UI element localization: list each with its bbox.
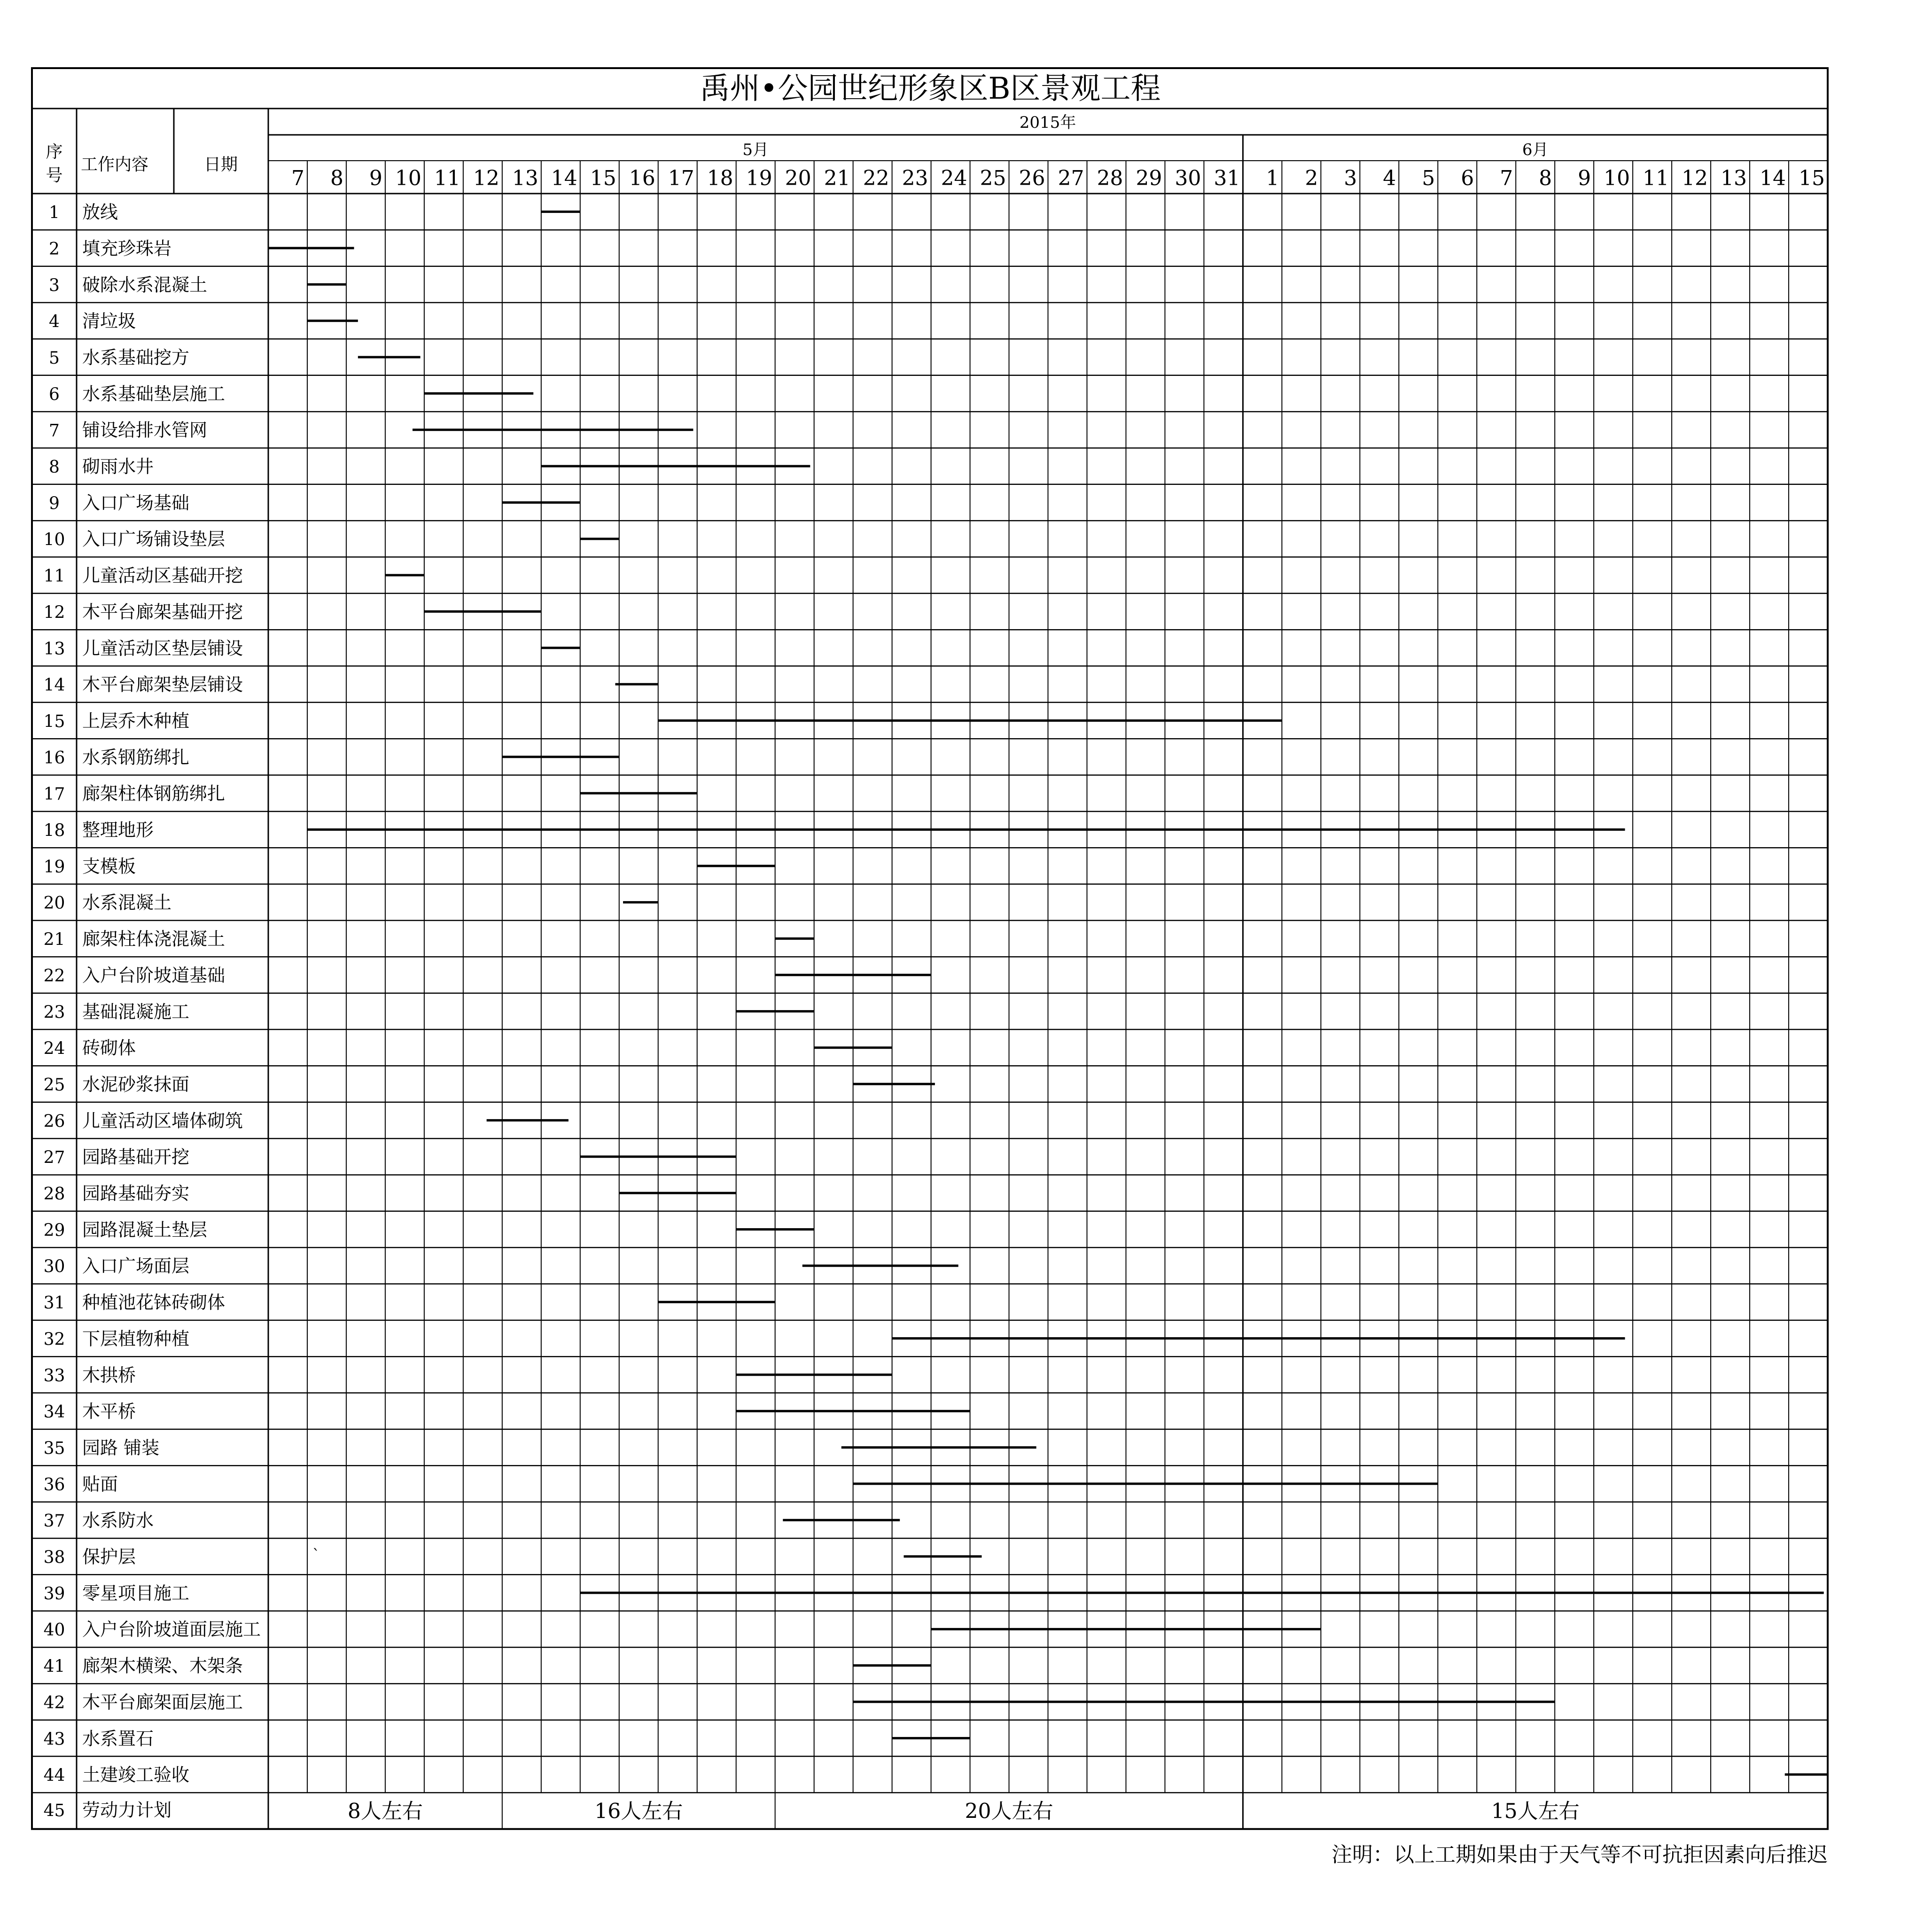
task-name: 水系钢筋绑扎 — [82, 747, 190, 768]
row-number: 4 — [49, 312, 60, 332]
row-number: 13 — [43, 639, 65, 659]
row-number: 18 — [43, 821, 65, 841]
task-name: 支模板 — [82, 856, 136, 877]
row-number: 27 — [43, 1148, 65, 1168]
row-number: 16 — [43, 748, 65, 768]
day-label: 6 — [1461, 166, 1474, 190]
day-label: 25 — [980, 166, 1006, 190]
row-number: 12 — [43, 603, 65, 623]
column-header-seq-1: 序 — [46, 142, 63, 162]
row-number: 30 — [43, 1257, 65, 1277]
row-number: 8 — [49, 458, 60, 477]
row-number: 38 — [43, 1548, 65, 1567]
row-number: 29 — [43, 1221, 65, 1240]
task-name: 廊架柱体浇混凝土 — [82, 928, 226, 950]
row-number: 40 — [43, 1621, 65, 1640]
row-number: 32 — [43, 1330, 65, 1349]
day-label: 3 — [1344, 166, 1357, 190]
row-number: 10 — [43, 530, 65, 550]
task-name: 劳动力计划 — [82, 1800, 172, 1821]
day-label: 14 — [1760, 166, 1786, 190]
day-label: 18 — [707, 166, 733, 190]
task-name: 廊架柱体钢筋绑扎 — [82, 783, 226, 804]
labor-segment-label: 8人左右 — [347, 1799, 423, 1823]
column-header-date: 日期 — [203, 155, 238, 174]
row-number: 6 — [49, 385, 60, 405]
day-label: 11 — [434, 166, 460, 190]
task-name: 放线 — [82, 202, 118, 223]
task-name: 上层乔木种植 — [82, 710, 190, 732]
table-border — [32, 68, 1828, 1829]
day-label: 20 — [785, 166, 811, 190]
task-name: 水系基础挖方 — [82, 347, 190, 368]
row-number: 15 — [43, 712, 65, 732]
column-header-seq-2: 号 — [46, 166, 63, 185]
row-number: 34 — [43, 1403, 65, 1422]
month-label: 5月 — [742, 140, 769, 159]
task-name: 儿童活动区墙体砌筑 — [82, 1110, 243, 1131]
row-number: 14 — [43, 676, 65, 695]
task-name: 铺设给排水管网 — [82, 420, 208, 441]
day-label: 29 — [1136, 166, 1162, 190]
row-number: 33 — [43, 1366, 65, 1386]
task-name: 下层植物种植 — [82, 1328, 190, 1349]
task-name: 基础混凝施工 — [82, 1001, 190, 1022]
day-label: 16 — [629, 166, 655, 190]
task-name: 水系基础垫层施工 — [82, 383, 226, 405]
day-label: 8 — [1539, 166, 1552, 190]
day-label: 11 — [1643, 166, 1669, 190]
task-name: 入口广场铺设垫层 — [82, 529, 226, 550]
day-label: 13 — [512, 166, 538, 190]
task-name: 木平台廊架垫层铺设 — [82, 674, 243, 695]
day-label: 9 — [1578, 166, 1591, 190]
day-label: 15 — [1799, 166, 1825, 190]
row-number: 11 — [43, 567, 65, 586]
task-name: 保护层 — [82, 1546, 136, 1567]
row-number: 22 — [43, 966, 65, 986]
row-number: 44 — [43, 1766, 65, 1785]
row-number: 28 — [43, 1184, 65, 1204]
row-number: 24 — [43, 1039, 65, 1059]
day-label: 21 — [824, 166, 850, 190]
task-name: 木平桥 — [82, 1401, 136, 1422]
day-label: 10 — [1604, 166, 1630, 190]
task-name: 种植池花钵砖砌体 — [82, 1292, 226, 1313]
task-name: 贴面 — [82, 1473, 118, 1495]
row-number: 5 — [49, 348, 60, 368]
day-label: 7 — [1500, 166, 1513, 190]
day-label: 7 — [291, 166, 304, 190]
task-name: 入户台阶坡道面层施工 — [82, 1619, 261, 1640]
day-label: 12 — [473, 166, 499, 190]
table-grid — [32, 68, 1828, 1829]
day-label: 13 — [1721, 166, 1747, 190]
task-name: 园路基础夯实 — [82, 1183, 190, 1204]
row-number: 7 — [49, 421, 60, 441]
day-label: 5 — [1422, 166, 1435, 190]
task-name: 木平台廊架基础开挖 — [82, 601, 243, 623]
day-label: 19 — [746, 166, 772, 190]
task-name: 水系混凝土 — [82, 892, 172, 913]
row-number: 25 — [43, 1075, 65, 1095]
day-label: 28 — [1097, 166, 1123, 190]
day-label: 22 — [863, 166, 889, 190]
task-name: 填充珍珠岩 — [82, 238, 172, 259]
task-name: 入口广场基础 — [82, 492, 190, 514]
day-label: 8 — [330, 166, 343, 190]
row-number: 35 — [43, 1439, 65, 1458]
day-label: 30 — [1175, 166, 1201, 190]
task-name: 园路 铺装 — [82, 1437, 160, 1458]
task-name: 儿童活动区垫层铺设 — [82, 638, 243, 659]
footer-note: 注明：以上工期如果由于天气等不可抗拒因素向后推迟 — [1332, 1843, 1828, 1867]
task-name: 廊架木横梁、木架条 — [82, 1655, 243, 1676]
day-label: 23 — [902, 166, 928, 190]
table-text — [44, 71, 1828, 1867]
year-label: 2015年 — [1019, 113, 1076, 132]
month-label: 6月 — [1522, 140, 1549, 159]
row-number: 45 — [43, 1801, 65, 1821]
row-number: 37 — [43, 1512, 65, 1531]
day-label: 27 — [1058, 166, 1084, 190]
day-label: 26 — [1019, 166, 1045, 190]
row-number: 17 — [43, 785, 65, 804]
task-name: 儿童活动区基础开挖 — [82, 565, 243, 586]
row-number: 26 — [43, 1112, 65, 1131]
task-name: 园路基础开挖 — [82, 1146, 190, 1168]
day-label: 1 — [1266, 166, 1279, 190]
row-number: 9 — [49, 494, 60, 514]
page-title: 禹州•公园世纪形象区B区景观工程 — [700, 71, 1161, 106]
day-label: 17 — [668, 166, 694, 190]
day-label: 31 — [1214, 166, 1240, 190]
row-number: 19 — [43, 857, 65, 877]
task-name: 水泥砂浆抹面 — [82, 1074, 190, 1095]
row-number: 36 — [43, 1475, 65, 1495]
column-header-content: 工作内容 — [81, 155, 149, 174]
task-name: 整理地形 — [82, 819, 154, 841]
task-name: 水系防水 — [82, 1510, 154, 1531]
row-number: 1 — [49, 203, 60, 223]
row-number: 23 — [43, 1003, 65, 1022]
row-number: 20 — [43, 894, 65, 913]
day-label: 2 — [1305, 166, 1318, 190]
task-name: 入户台阶坡道基础 — [82, 965, 226, 986]
day-label: 14 — [551, 166, 577, 190]
day-label: 4 — [1383, 166, 1396, 190]
task-name: 土建竣工验收 — [82, 1764, 190, 1785]
task-name: 砌雨水井 — [82, 456, 154, 477]
task-name: 木平台廊架面层施工 — [82, 1691, 243, 1713]
row-number: 3 — [49, 276, 60, 296]
task-name: 园路混凝土垫层 — [82, 1219, 208, 1240]
row-number: 42 — [43, 1693, 65, 1713]
row-number: 41 — [43, 1657, 65, 1676]
row-number: 2 — [49, 239, 60, 259]
day-label: 9 — [369, 166, 382, 190]
labor-segment-label: 15人左右 — [1491, 1799, 1580, 1823]
row-number: 39 — [43, 1584, 65, 1604]
row-number: 43 — [43, 1730, 65, 1749]
stray-mark: ` — [312, 1546, 320, 1564]
labor-segment-label: 16人左右 — [594, 1799, 683, 1823]
row-number: 31 — [43, 1294, 65, 1313]
row-number: 21 — [43, 930, 65, 950]
task-name: 零星项目施工 — [82, 1582, 190, 1604]
day-label: 24 — [941, 166, 967, 190]
task-name: 砖砌体 — [82, 1037, 136, 1059]
labor-segment-label: 20人左右 — [965, 1799, 1053, 1823]
task-name: 破除水系混凝土 — [82, 274, 208, 296]
day-label: 12 — [1682, 166, 1708, 190]
task-name: 清垃圾 — [82, 311, 136, 332]
day-label: 15 — [590, 166, 616, 190]
task-name: 木拱桥 — [82, 1364, 136, 1386]
day-label: 10 — [395, 166, 421, 190]
task-name: 入口广场面层 — [82, 1255, 190, 1277]
task-name: 水系置石 — [82, 1728, 154, 1749]
